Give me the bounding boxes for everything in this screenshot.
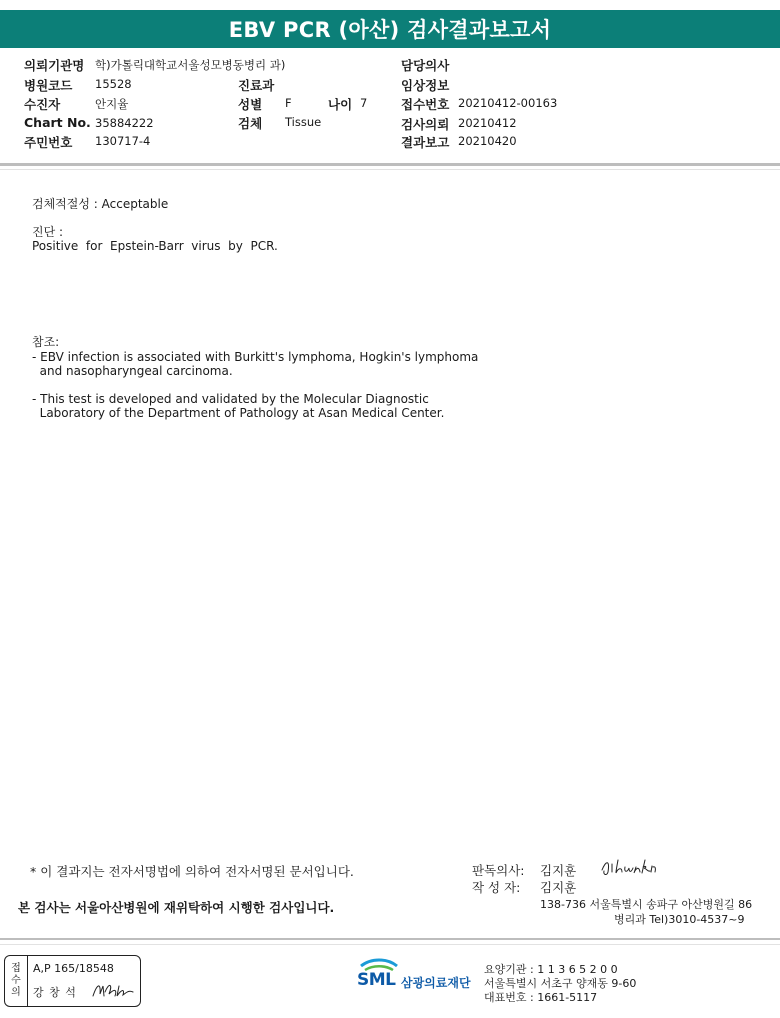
note-1-line-1: - EBV infection is associated with Burkitt's lymphoma, Hogkin's lymphoma <box>32 350 479 364</box>
receipt-stamp <box>4 955 141 1007</box>
footer-divider-thin <box>0 944 780 945</box>
label-chart-no: Chart No. <box>24 115 91 130</box>
value-specimen: Tissue <box>285 115 322 129</box>
value-receipt-number: 20210412-00163 <box>458 96 558 110</box>
note-2-line-2: Laboratory of the Department of Pathology at Asan Medical Center. <box>32 406 445 420</box>
note-2-line-1: - This test is developed and validated by the Molecular Diagnostic <box>32 392 429 406</box>
value-report-date: 20210420 <box>458 134 517 148</box>
value-chart-no: 35884222 <box>95 116 154 130</box>
diagnosis-text: Positive for Epstein-Barr virus by PCR. <box>32 239 278 253</box>
diagnosis-label: 진단 : <box>32 225 64 239</box>
header-info <box>0 48 780 166</box>
value-request-date: 20210412 <box>458 116 517 130</box>
stamp-side-3: 의 <box>11 987 21 998</box>
stamp-signature <box>91 980 135 1000</box>
org-name: 삼광의료재단 <box>401 976 471 990</box>
value-patient: 안지율 <box>95 97 129 111</box>
stamp-id: A,P 165/18548 <box>33 962 114 975</box>
label-receipt-number: 접수번호 <box>401 97 450 112</box>
footer-divider <box>0 938 780 940</box>
reader-signature <box>598 856 658 878</box>
note-1-line-2: and nasopharyngeal carcinoma. <box>32 364 233 378</box>
value-age: 7 <box>360 96 368 110</box>
esign-note: * 이 결과지는 전자서명법에 의하여 전자서명된 문서입니다. <box>30 864 354 879</box>
reader-name: 김지훈 <box>540 863 577 878</box>
label-patient: 수진자 <box>24 97 61 112</box>
value-sex: F <box>285 96 292 110</box>
org-code: 요양기관 : 1 1 3 6 5 2 0 0 <box>484 963 618 976</box>
sml-logo-text: SML <box>357 970 396 990</box>
report-title: EBV PCR (아산) 검사결과보고서 <box>0 10 780 48</box>
value-requesting-institution: 학)가톨릭대학교서울성모병동병리 과) <box>95 58 286 72</box>
label-hospital-code: 병원코드 <box>24 78 73 93</box>
note-label: 참조: <box>32 335 60 349</box>
label-report-date: 결과보고 <box>401 135 450 150</box>
label-request-date: 검사의뢰 <box>401 117 450 132</box>
stamp-side-1: 접 <box>11 963 21 974</box>
label-sex: 성별 <box>238 97 263 112</box>
writer-name: 김지훈 <box>540 880 577 895</box>
outsourced-note: 본 검사는 서울아산병원에 재위탁하여 시행한 검사입니다. <box>18 900 335 915</box>
label-requesting-institution: 의뢰기관명 <box>24 58 85 73</box>
org-phone: 대표번호 : 1661-5117 <box>484 991 598 1004</box>
label-doctor: 담당의사 <box>401 58 450 73</box>
lab-phone: 병리과 Tel)3010-4537~9 <box>614 913 745 926</box>
value-hospital-code: 15528 <box>95 77 132 91</box>
lab-address: 138-736 서울특별시 송파구 아산병원길 86 <box>540 898 753 911</box>
label-resident-number: 주민번호 <box>24 135 73 150</box>
header-divider <box>0 163 780 166</box>
stamp-name: 강 창 석 <box>33 986 77 999</box>
label-specimen: 검체 <box>238 116 263 131</box>
label-department: 진료과 <box>238 78 275 93</box>
label-clinical-info: 임상정보 <box>401 78 450 93</box>
specimen-adequacy: 검체적절성 : Acceptable <box>32 197 169 211</box>
value-resident-number: 130717-4 <box>95 134 151 148</box>
reader-label: 판독의사: <box>472 863 525 878</box>
header-divider-thin <box>0 169 780 170</box>
org-address: 서울특별시 서초구 양재동 9-60 <box>484 977 637 990</box>
label-age: 나이 <box>328 97 353 112</box>
writer-label: 작 성 자: <box>472 880 521 895</box>
sml-logo <box>357 958 477 998</box>
stamp-side-2: 수 <box>11 975 21 986</box>
